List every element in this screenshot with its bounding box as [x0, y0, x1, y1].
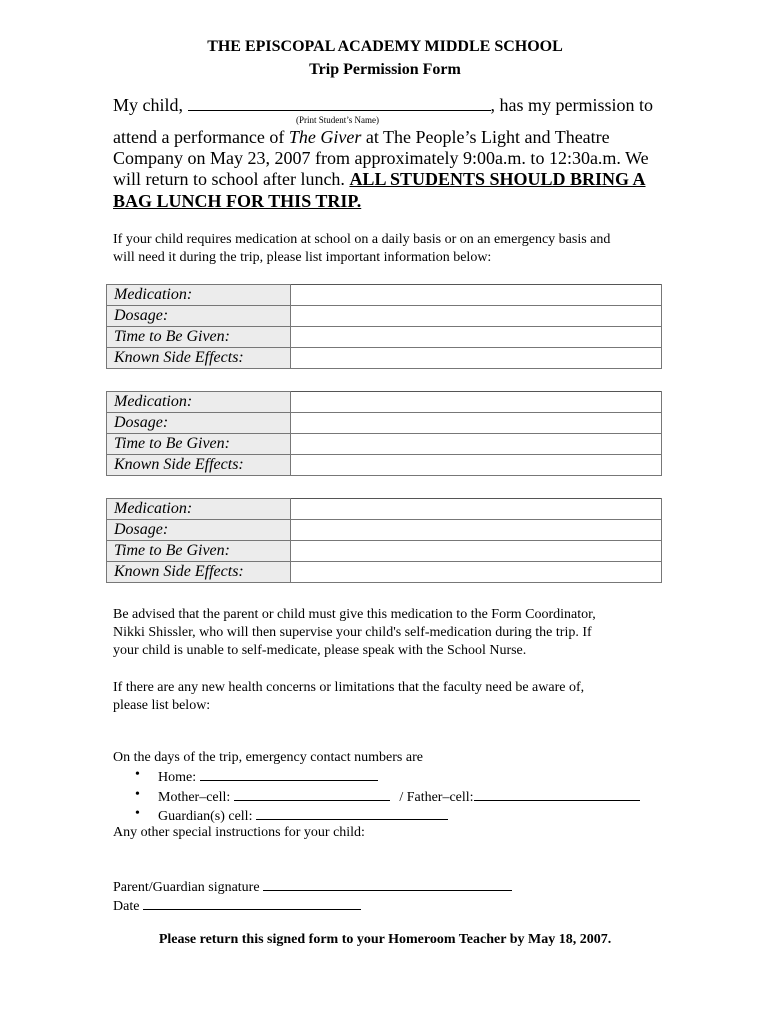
parent-cell-row: [158, 787, 640, 807]
school-name: THE EPISCOPAL ACADEMY MIDDLE SCHOOL: [207, 38, 563, 55]
dosage-label: Dosage:: [107, 413, 291, 434]
time-field[interactable]: [291, 327, 662, 348]
intro-line-2-pre: attend a performance of: [113, 127, 289, 147]
parent-signature-row: [113, 877, 512, 897]
medication-label: Medication:: [107, 392, 291, 413]
intro-line-2-post: at The People’s Light and Theatre: [361, 127, 610, 147]
return-instructions: Please return this signed form to your Homeroom Teacher by May 18, 2007.: [158, 932, 612, 947]
bag-lunch-notice-2: BAG LUNCH FOR THIS TRIP.: [113, 191, 362, 211]
permission-label: , has my permission to: [490, 95, 653, 115]
intro-line-5: [113, 191, 361, 212]
bullet-icon: •: [135, 787, 140, 802]
parent-signature-label: Parent/Guardian signature: [113, 880, 260, 895]
dosage-field[interactable]: [291, 413, 662, 434]
father-cell-label: / Father–cell:: [399, 790, 474, 805]
student-name-field[interactable]: [188, 95, 491, 111]
health-line-2: please list below:: [113, 698, 211, 713]
date-field[interactable]: [143, 896, 361, 910]
medication-intro-1: If your child requires medication at school on a daily basis or on an emergency basis and: [113, 232, 611, 247]
medication-field[interactable]: [291, 392, 662, 413]
home-label: Home:: [158, 770, 197, 785]
time-label: Time to Be Given:: [107, 434, 291, 455]
medication-table-2: [106, 391, 662, 476]
time-label: Time to Be Given:: [107, 327, 291, 348]
intro-line-4-pre: will return to school after lunch.: [113, 169, 350, 189]
medication-field[interactable]: [291, 285, 662, 306]
advisory-line-3: your child is unable to self-medicate, please speak with the School Nurse.: [113, 643, 527, 658]
time-field[interactable]: [291, 434, 662, 455]
bag-lunch-notice-1: ALL STUDENTS SHOULD BRING A: [349, 169, 646, 189]
intro-line-1: [113, 95, 653, 116]
dosage-field[interactable]: [291, 306, 662, 327]
guardian-cell-field[interactable]: [256, 806, 448, 820]
my-child-label: My child,: [113, 95, 183, 115]
bullet-icon: •: [135, 806, 140, 821]
dosage-label: Dosage:: [107, 306, 291, 327]
medication-label: Medication:: [107, 285, 291, 306]
side-effects-field[interactable]: [291, 348, 662, 369]
advisory-line-1: Be advised that the parent or child must give this medication to the Form Coordinator,: [113, 607, 596, 622]
side-effects-field[interactable]: [291, 562, 662, 583]
mother-cell-label: Mother–cell:: [158, 790, 231, 805]
parent-signature-field[interactable]: [263, 877, 512, 891]
intro-line-3: Company on May 23, 2007 from approximately 9:00a.m. to 12:30a.m. We: [113, 148, 649, 168]
bullet-icon: •: [135, 767, 140, 782]
guardian-cell-row: [158, 806, 448, 826]
dosage-field[interactable]: [291, 520, 662, 541]
advisory-line-2: Nikki Shissler, who will then supervise your child's self-medication during the trip. If: [113, 625, 592, 640]
time-label: Time to Be Given:: [107, 541, 291, 562]
medication-field[interactable]: [291, 499, 662, 520]
intro-line-4: [113, 169, 673, 190]
father-cell-field[interactable]: [474, 787, 640, 801]
special-instructions-label: Any other special instructions for your child:: [113, 825, 365, 840]
print-name-caption: (Print Student’s Name): [296, 115, 379, 125]
side-effects-label: Known Side Effects:: [107, 562, 291, 583]
play-title: The Giver: [288, 127, 362, 147]
medication-intro-2: will need it during the trip, please list important information below:: [113, 250, 492, 265]
health-line-1: If there are any new health concerns or limitations that the faculty need be aware of,: [113, 680, 585, 695]
home-contact-row: [158, 767, 378, 787]
medication-table-3: [106, 498, 662, 583]
date-label: Date: [113, 899, 140, 914]
medication-label: Medication:: [107, 499, 291, 520]
contacts-intro: On the days of the trip, emergency contact numbers are: [113, 750, 423, 765]
guardian-cell-label: Guardian(s) cell:: [158, 809, 253, 824]
date-row: [113, 896, 361, 916]
medication-table-1: [106, 284, 662, 369]
home-phone-field[interactable]: [200, 767, 378, 781]
side-effects-label: Known Side Effects:: [107, 348, 291, 369]
intro-line-2: [113, 127, 673, 148]
side-effects-label: Known Side Effects:: [107, 455, 291, 476]
dosage-label: Dosage:: [107, 520, 291, 541]
side-effects-field[interactable]: [291, 455, 662, 476]
mother-cell-field[interactable]: [234, 787, 390, 801]
form-title: Trip Permission Form: [309, 61, 461, 78]
time-field[interactable]: [291, 541, 662, 562]
